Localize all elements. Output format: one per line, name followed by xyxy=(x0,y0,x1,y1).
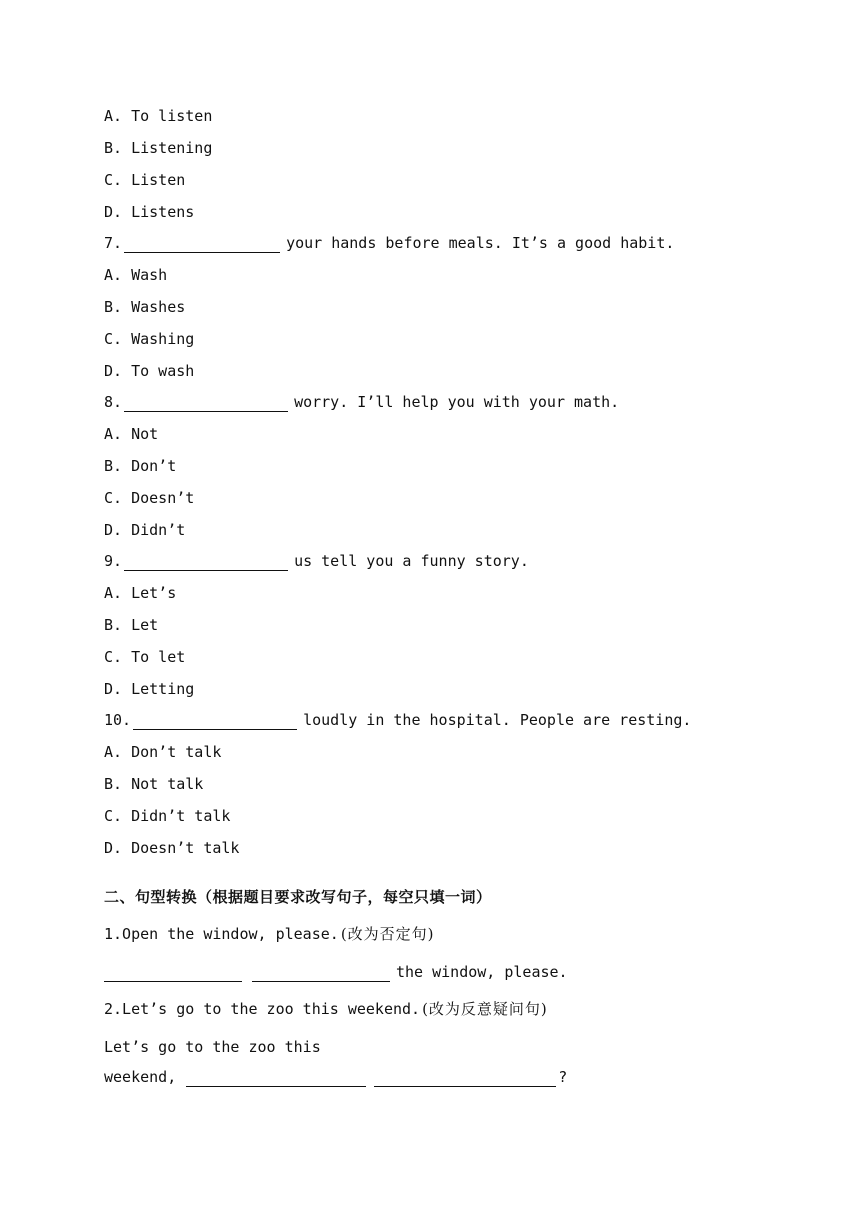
q8-option-a: A. Not xyxy=(104,425,159,443)
q10-stem xyxy=(104,710,691,730)
p2-q2-line-2 xyxy=(104,1067,567,1087)
p2-q2-line-1: Let’s go to the zoo this xyxy=(104,1038,321,1056)
p2-q2-sentence: 2.Let’s go to the zoo this weekend. xyxy=(104,1000,421,1018)
p2-q2-instruction: (改为反意疑问句) xyxy=(422,1000,548,1018)
q6-option-b: B. Listening xyxy=(104,139,213,157)
q6-option-d: D. Listens xyxy=(104,203,195,221)
q7-option-d: D. To wash xyxy=(104,362,195,380)
q8-text: worry. I’ll help you with your math. xyxy=(294,393,620,411)
q7-option-b: B. Washes xyxy=(104,298,186,316)
p2-q2-question-mark: ? xyxy=(558,1068,568,1086)
q9-option-b: B. Let xyxy=(104,616,159,634)
q9-option-d: D. Letting xyxy=(104,680,195,698)
q9-option-a: A. Let’s xyxy=(104,584,177,602)
q10-option-b: B. Not talk xyxy=(104,775,204,793)
q9-text: us tell you a funny story. xyxy=(294,552,529,570)
q8-option-c: C. Doesn’t xyxy=(104,489,195,507)
q8-option-d: D. Didn’t xyxy=(104,521,186,539)
q8-answer-blank[interactable] xyxy=(124,395,288,412)
q9-answer-blank[interactable] xyxy=(124,554,288,571)
p2-q1-prompt xyxy=(104,924,435,944)
p2-q2-blank-1[interactable] xyxy=(186,1070,366,1087)
p2-q2-prompt xyxy=(104,999,548,1019)
q7-text: your hands before meals. It’s a good habit. xyxy=(286,234,675,252)
q7-answer-blank[interactable] xyxy=(124,236,280,253)
q8-number: 8. xyxy=(104,393,123,411)
q10-answer-blank[interactable] xyxy=(133,713,297,730)
q7-option-c: C. Washing xyxy=(104,330,195,348)
q7-number: 7. xyxy=(104,234,123,252)
q6-option-a: A. To listen xyxy=(104,107,213,125)
p2-q2-blank-2[interactable] xyxy=(374,1070,556,1087)
p2-q1-instruction: (改为否定句) xyxy=(340,925,435,943)
p2-q2-line2-start: weekend, xyxy=(104,1068,177,1086)
p2-q1-blank-1[interactable] xyxy=(104,965,242,982)
p2-q1-answer-tail: the window, please. xyxy=(396,963,568,981)
q6-option-c: C. Listen xyxy=(104,171,186,189)
q10-option-c: C. Didn’t talk xyxy=(104,807,231,825)
q10-option-a: A. Don’t talk xyxy=(104,743,222,761)
q9-option-c: C. To let xyxy=(104,648,186,666)
p2-q1-blank-2[interactable] xyxy=(252,965,390,982)
q10-number: 10. xyxy=(104,711,132,729)
section-heading: 二、句型转换（根据题目要求改写句子，每空只填一词） xyxy=(104,888,492,906)
q9-stem xyxy=(104,551,529,571)
q7-stem xyxy=(104,233,674,253)
q10-text: loudly in the hospital. People are resting. xyxy=(303,711,692,729)
p2-q1-answer-line xyxy=(104,962,568,982)
q9-number: 9. xyxy=(104,552,123,570)
q8-stem xyxy=(104,392,619,412)
p2-q1-sentence: 1.Open the window, please. xyxy=(104,925,339,943)
q8-option-b: B. Don’t xyxy=(104,457,177,475)
q7-option-a: A. Wash xyxy=(104,266,168,284)
q10-option-d: D. Doesn’t talk xyxy=(104,839,240,857)
